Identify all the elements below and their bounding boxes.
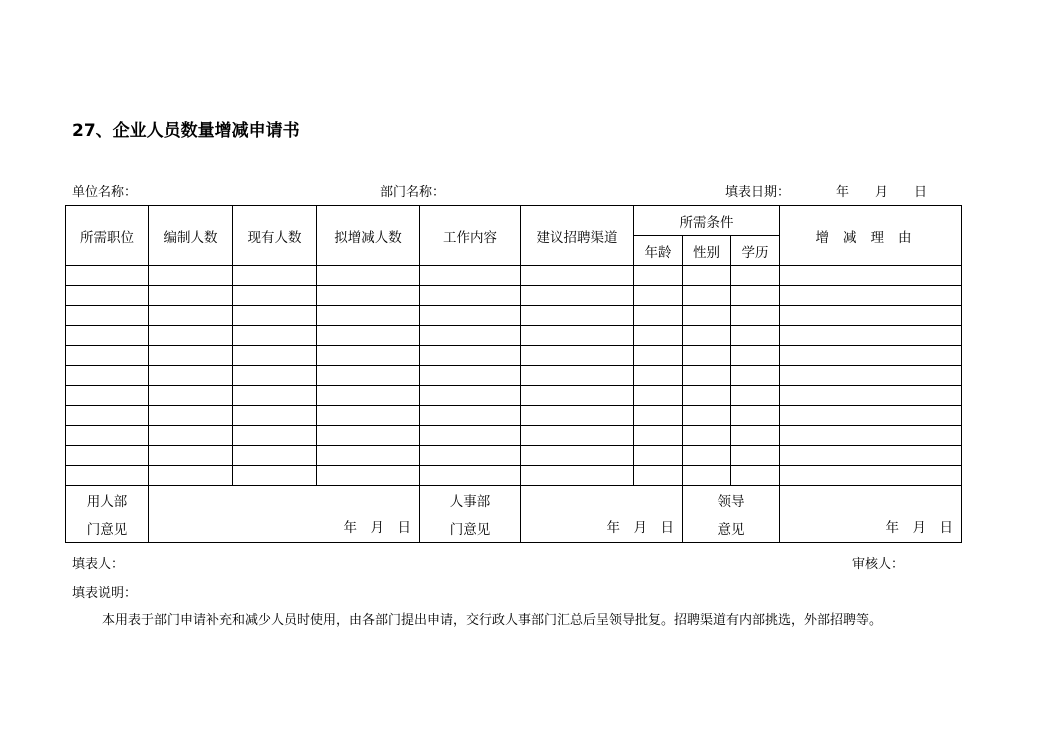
table-cell[interactable]: [731, 366, 780, 386]
table-cell[interactable]: [149, 406, 233, 426]
table-cell[interactable]: [149, 326, 233, 346]
table-row: [66, 426, 962, 446]
table-row: [66, 406, 962, 426]
header-staff-quota: 编制人数: [149, 206, 233, 266]
table-cell[interactable]: [634, 426, 683, 446]
table-cell[interactable]: [780, 426, 962, 446]
filler-label: 填表人：: [72, 557, 125, 572]
header-requirements: 所需条件: [634, 206, 780, 236]
table-cell[interactable]: [317, 466, 420, 486]
table-cell[interactable]: [521, 426, 634, 446]
table-row: [66, 346, 962, 366]
table-cell[interactable]: [731, 406, 780, 426]
table-cell[interactable]: [780, 446, 962, 466]
table-cell[interactable]: [683, 386, 731, 406]
table-cell[interactable]: [149, 466, 233, 486]
table-cell[interactable]: [420, 346, 521, 366]
table-cell[interactable]: [634, 286, 683, 306]
table-cell[interactable]: [317, 446, 420, 466]
table-cell[interactable]: [420, 406, 521, 426]
table-cell[interactable]: [683, 446, 731, 466]
header-reason: 增减理由: [780, 206, 962, 266]
table-cell[interactable]: [420, 426, 521, 446]
table-cell[interactable]: [731, 266, 780, 286]
table-cell[interactable]: [521, 466, 634, 486]
table-cell[interactable]: [634, 446, 683, 466]
table-cell[interactable]: [731, 346, 780, 366]
table-cell[interactable]: [317, 366, 420, 386]
user-dept-line1: 用人部: [86, 494, 128, 510]
table-cell[interactable]: [683, 426, 731, 446]
header-current-count: 现有人数: [233, 206, 317, 266]
table-cell[interactable]: [233, 326, 317, 346]
table-cell[interactable]: [521, 266, 634, 286]
user-dept-opinion-field[interactable]: [149, 486, 420, 543]
table-cell[interactable]: [233, 286, 317, 306]
table-cell[interactable]: [780, 326, 962, 346]
table-row: [66, 466, 962, 486]
header-age: 年龄: [634, 236, 683, 266]
table-cell[interactable]: [66, 406, 149, 426]
table-cell[interactable]: [420, 446, 521, 466]
table-cell[interactable]: [317, 406, 420, 426]
table-cell[interactable]: [521, 326, 634, 346]
table-cell[interactable]: [521, 446, 634, 466]
table-cell[interactable]: [731, 306, 780, 326]
hr-dept-line1: 人事部: [449, 494, 491, 510]
table-cell[interactable]: [731, 286, 780, 306]
data-rows: [66, 266, 962, 486]
hr-dept-line2: 门意见: [449, 522, 491, 538]
table-cell[interactable]: [317, 426, 420, 446]
table-cell[interactable]: [66, 466, 149, 486]
notes-text: 本用表于部门申请补充和减少人员时使用，由各部门提出申请，交行政人事部门汇总后呈领导批复。招聘渠道有内部挑选，外部招聘等。: [102, 613, 883, 628]
table-row: [66, 266, 962, 286]
table-row: [66, 306, 962, 326]
department-name-label: 部门名称：: [380, 185, 446, 200]
table-cell[interactable]: [149, 266, 233, 286]
table-cell[interactable]: [780, 286, 962, 306]
notes-label: 填表说明：: [72, 586, 138, 601]
table-cell[interactable]: [780, 306, 962, 326]
table-cell[interactable]: [233, 386, 317, 406]
user-dept-opinion-label: [66, 486, 149, 543]
table-cell[interactable]: [66, 346, 149, 366]
fill-date-label: 填表日期：: [725, 185, 791, 200]
hr-dept-opinion-field[interactable]: [521, 486, 683, 543]
table-cell[interactable]: [233, 446, 317, 466]
request-form-table: [65, 205, 962, 543]
table-cell[interactable]: [634, 306, 683, 326]
table-cell[interactable]: [149, 426, 233, 446]
table-cell[interactable]: [683, 466, 731, 486]
header-position: 所需职位: [66, 206, 149, 266]
table-cell[interactable]: [634, 266, 683, 286]
table-cell[interactable]: [317, 346, 420, 366]
table-cell[interactable]: [521, 286, 634, 306]
table-cell[interactable]: [683, 346, 731, 366]
leader-opinion-label: [683, 486, 780, 543]
table-cell[interactable]: [780, 266, 962, 286]
table-cell[interactable]: [780, 466, 962, 486]
table-cell[interactable]: [683, 306, 731, 326]
header-recruit-channel: 建议招聘渠道: [521, 206, 634, 266]
table-cell[interactable]: [233, 466, 317, 486]
page-title: 27、企业人员数量增减申请书: [72, 121, 300, 141]
table-cell[interactable]: [521, 306, 634, 326]
header-job-content: 工作内容: [420, 206, 521, 266]
table-cell[interactable]: [149, 386, 233, 406]
table-cell[interactable]: [521, 406, 634, 426]
fill-date-fields: 年 月 日: [836, 185, 928, 200]
header-gender: 性别: [683, 236, 731, 266]
table-cell[interactable]: [317, 386, 420, 406]
table-cell[interactable]: [780, 366, 962, 386]
table-cell[interactable]: [420, 326, 521, 346]
table-cell[interactable]: [66, 286, 149, 306]
table-cell[interactable]: [420, 386, 521, 406]
table-row: [66, 286, 962, 306]
unit-name-label: 单位名称：: [72, 185, 138, 200]
table-cell[interactable]: [149, 366, 233, 386]
user-dept-line2: 门意见: [86, 522, 128, 538]
table-cell[interactable]: [66, 426, 149, 446]
table-cell[interactable]: [780, 406, 962, 426]
table-cell[interactable]: [780, 346, 962, 366]
table-cell[interactable]: [317, 286, 420, 306]
table-cell[interactable]: [683, 406, 731, 426]
table-cell[interactable]: [66, 446, 149, 466]
table-cell[interactable]: [66, 366, 149, 386]
table-row: [66, 366, 962, 386]
table-cell[interactable]: [731, 426, 780, 446]
table-cell[interactable]: [233, 346, 317, 366]
table-cell[interactable]: [420, 466, 521, 486]
table-cell[interactable]: [420, 306, 521, 326]
table-cell[interactable]: [731, 466, 780, 486]
table-cell[interactable]: [66, 266, 149, 286]
table-cell[interactable]: [634, 366, 683, 386]
leader-date: 年 月 日: [885, 520, 954, 536]
table-cell[interactable]: [149, 446, 233, 466]
table-cell[interactable]: [317, 266, 420, 286]
header-education: 学历: [731, 236, 780, 266]
table-cell[interactable]: [731, 386, 780, 406]
table-cell[interactable]: [233, 426, 317, 446]
table-cell[interactable]: [731, 446, 780, 466]
hr-dept-date: 年 月 日: [606, 520, 674, 536]
table-cell[interactable]: [634, 346, 683, 366]
table-cell[interactable]: [683, 366, 731, 386]
table-cell[interactable]: [634, 466, 683, 486]
table-cell[interactable]: [683, 266, 731, 286]
opinion-row: [66, 486, 962, 543]
table-cell[interactable]: [233, 266, 317, 286]
table-cell[interactable]: [317, 306, 420, 326]
table-row: [66, 326, 962, 346]
table-cell[interactable]: [780, 386, 962, 406]
table-cell[interactable]: [149, 286, 233, 306]
table-cell[interactable]: [521, 386, 634, 406]
table-cell[interactable]: [317, 326, 420, 346]
leader-opinion-field[interactable]: [780, 486, 962, 543]
leader-line2: 意见: [717, 522, 745, 538]
table-cell[interactable]: [683, 286, 731, 306]
table-cell[interactable]: [149, 346, 233, 366]
table-cell[interactable]: [634, 386, 683, 406]
header-row: [66, 206, 962, 236]
table-cell[interactable]: [66, 326, 149, 346]
table-row: [66, 446, 962, 466]
header-change-count: 拟增减人数: [317, 206, 420, 266]
table-cell[interactable]: [420, 266, 521, 286]
table-cell[interactable]: [634, 406, 683, 426]
table-cell[interactable]: [66, 386, 149, 406]
table-cell[interactable]: [521, 366, 634, 386]
table-cell[interactable]: [233, 366, 317, 386]
table-cell[interactable]: [420, 286, 521, 306]
table-cell[interactable]: [233, 406, 317, 426]
table-cell[interactable]: [731, 326, 780, 346]
user-dept-date: 年 月 日: [343, 520, 411, 536]
table-cell[interactable]: [521, 346, 634, 366]
hr-dept-opinion-label: [420, 486, 521, 543]
table-cell[interactable]: [634, 326, 683, 346]
table-cell[interactable]: [420, 366, 521, 386]
leader-line1: 领导: [717, 494, 745, 510]
reviewer-label: 审核人：: [852, 557, 905, 572]
table-cell[interactable]: [683, 326, 731, 346]
table-cell[interactable]: [66, 306, 149, 326]
table-row: [66, 386, 962, 406]
table-cell[interactable]: [149, 306, 233, 326]
table-cell[interactable]: [233, 306, 317, 326]
